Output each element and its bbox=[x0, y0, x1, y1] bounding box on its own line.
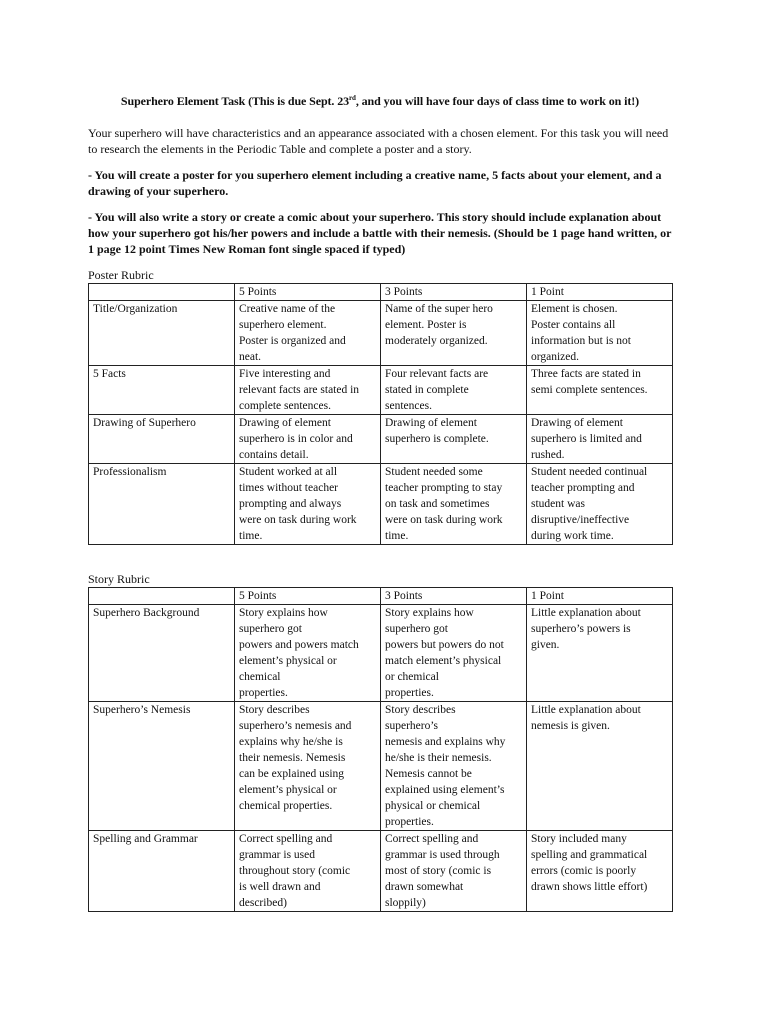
table-cell: Title/Organization bbox=[89, 301, 235, 366]
table-cell: Name of the super hero element. Poster is moderately organized. bbox=[381, 301, 527, 366]
table-cell: Superhero’s Nemesis bbox=[89, 702, 235, 831]
table-cell: Story describes superhero’s nemesis and explains why he/she is their nemesis. Nemesis cannot be explained using element’s physical or chemical properties. bbox=[381, 702, 527, 831]
table-cell: Story explains how superhero got powers but powers do not match element’s physical or chemical properties. bbox=[381, 605, 527, 702]
table-cell: Drawing of element superhero is complete. bbox=[381, 415, 527, 464]
table-row bbox=[89, 605, 673, 702]
story-rubric-label: Story Rubric bbox=[88, 572, 150, 586]
table-cell: Story describes superhero’s nemesis and explains why he/she is their nemesis. Nemesis can be explained using element’s physical or chemical properties. bbox=[235, 702, 381, 831]
table-cell: Story explains how superhero got powers and powers match element’s physical or chemical properties. bbox=[235, 605, 381, 702]
table-cell: Little explanation about nemesis is given. bbox=[527, 702, 673, 831]
intro-paragraph: Your superhero will have characteristics and an appearance associated with a chosen element. For this task you will need to research the elements in the Periodic Table and complete a poster and a story. bbox=[88, 126, 669, 156]
table-cell: Drawing of element superhero is limited and rushed. bbox=[527, 415, 673, 464]
table-header-row bbox=[89, 588, 673, 605]
table-cell: Superhero Background bbox=[89, 605, 235, 702]
table-cell: Story included many spelling and grammatical errors (comic is poorly drawn shows little effort) bbox=[527, 831, 673, 912]
table-row bbox=[89, 464, 673, 545]
story-instruction: - You will also write a story or create a comic about your superhero. This story should include explanation about how your superhero got his/her powers and include a battle with their nemesis. (Should be 1 page hand written, or 1 page 12 point Times New Roman font single spaced if typed) bbox=[88, 210, 672, 256]
poster-rubric-label: Poster Rubric bbox=[88, 268, 154, 282]
table-cell: Correct spelling and grammar is used throughout story (comic is well drawn and described) bbox=[235, 831, 381, 912]
table-header-row bbox=[89, 284, 673, 301]
table-cell: Spelling and Grammar bbox=[89, 831, 235, 912]
table-cell: Correct spelling and grammar is used through most of story (comic is drawn somewhat sloppily) bbox=[381, 831, 527, 912]
poster-rubric-table bbox=[88, 283, 673, 545]
table-cell: Element is chosen. Poster contains all information but is not organized. bbox=[527, 301, 673, 366]
table-cell: Student needed some teacher prompting to stay on task and sometimes were on task during work time. bbox=[381, 464, 527, 545]
table-cell: Professionalism bbox=[89, 464, 235, 545]
table-row bbox=[89, 301, 673, 366]
poster-instruction: - You will create a poster for you superhero element including a creative name, 5 facts about your element, and a drawing of your superhero. bbox=[88, 168, 662, 198]
page-title bbox=[88, 94, 672, 109]
table-cell: Student needed continual teacher prompting and student was disruptive/ineffective during work time. bbox=[527, 464, 673, 545]
story-rubric-table bbox=[88, 587, 673, 912]
document-page bbox=[88, 94, 672, 912]
table-cell: Five interesting and relevant facts are stated in complete sentences. bbox=[235, 366, 381, 415]
header-cell: 5 Points bbox=[235, 588, 381, 605]
table-cell: 5 Facts bbox=[89, 366, 235, 415]
title-text-end: , and you will have four days of class time to work on it!) bbox=[355, 94, 640, 108]
table-cell: Four relevant facts are stated in complete sentences. bbox=[381, 366, 527, 415]
table-cell: Three facts are stated in semi complete sentences. bbox=[527, 366, 673, 415]
table-cell: Drawing of element superhero is in color and contains detail. bbox=[235, 415, 381, 464]
header-cell: 5 Points bbox=[235, 284, 381, 301]
title-superscript: rd bbox=[349, 94, 356, 102]
title-text: Superhero Element Task (This is due Sept. 23 bbox=[120, 94, 350, 108]
header-cell: 3 Points bbox=[381, 588, 527, 605]
table-cell: Little explanation about superhero’s powers is given. bbox=[527, 605, 673, 702]
table-row bbox=[89, 702, 673, 831]
header-cell: 1 Point bbox=[527, 588, 673, 605]
header-cell: 1 Point bbox=[527, 284, 673, 301]
header-cell: 3 Points bbox=[381, 284, 527, 301]
table-row bbox=[89, 831, 673, 912]
table-cell: Student worked at all times without teacher prompting and always were on task during work time. bbox=[235, 464, 381, 545]
header-cell bbox=[89, 284, 235, 301]
table-row bbox=[89, 366, 673, 415]
table-cell: Creative name of the superhero element. Poster is organized and neat. bbox=[235, 301, 381, 366]
table-cell: Drawing of Superhero bbox=[89, 415, 235, 464]
table-row bbox=[89, 415, 673, 464]
header-cell bbox=[89, 588, 235, 605]
